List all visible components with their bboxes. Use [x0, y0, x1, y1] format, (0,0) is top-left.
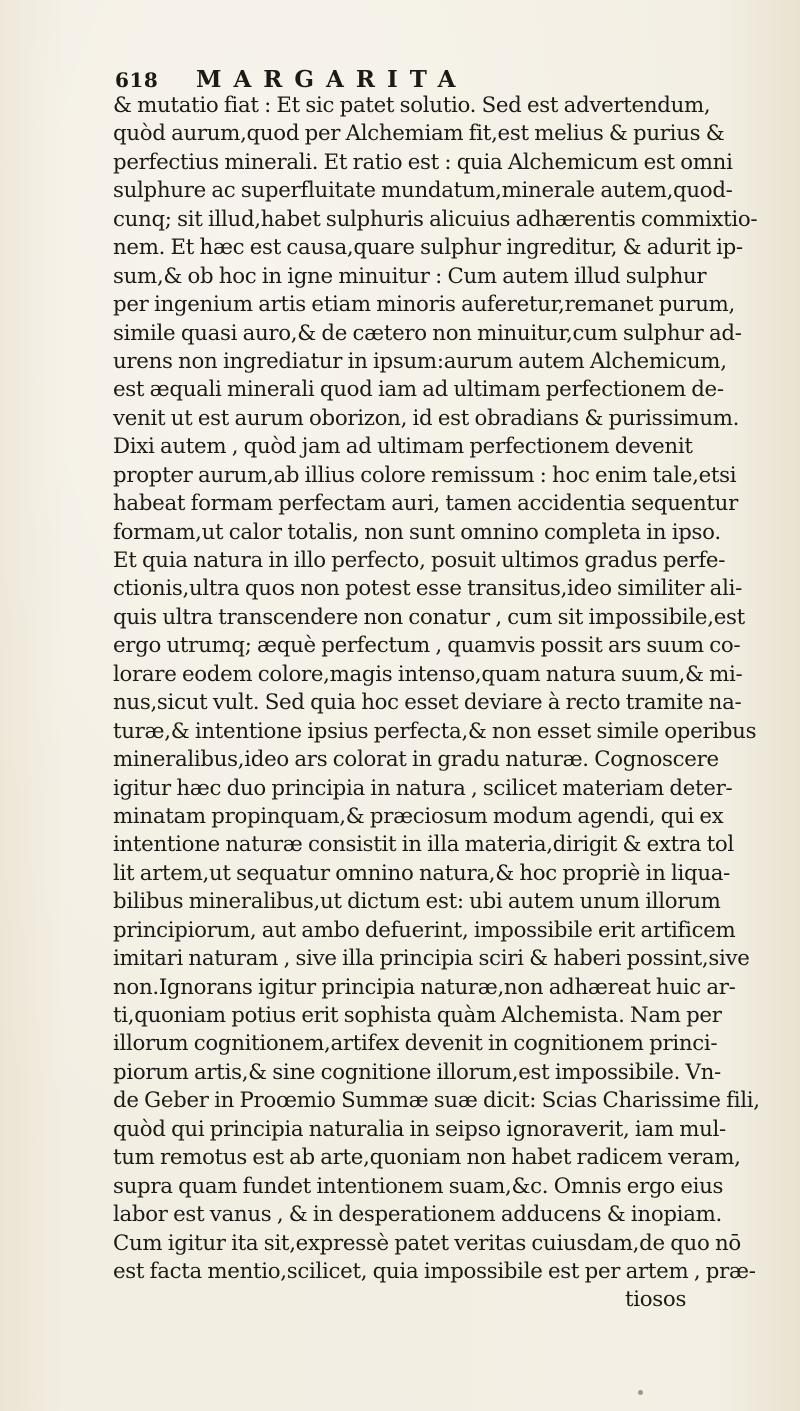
text-line: principiorum, aut ambo defuerint, impossibile erit artificem	[113, 917, 736, 943]
text-line: non.Ignorans igitur principia naturæ,non adhæreat huic ar-	[113, 974, 736, 1000]
text-line: Cum igitur ita sit,expressè patet veritas cuiusdam,de quo nō	[113, 1230, 741, 1256]
text-line: per ingenium artis etiam minoris auferetur,remanet purum,	[113, 292, 735, 318]
text-line: bilibus mineralibus,ut dictum est: ubi autem unum illorum	[113, 889, 721, 915]
page-number: 618	[115, 68, 159, 92]
page-header	[115, 68, 675, 94]
text-line: simile quasi auro,& de cætero non minuitur,cum sulphur ad-	[113, 320, 742, 346]
text-line: minatam propinquam,& præciosum modum agendi, qui ex	[113, 803, 724, 829]
text-line: sulphure ac superfluitate mundatum,minerale autem,quod-	[113, 178, 733, 204]
text-line: ti,quoniam potius erit sophista quàm Alchemista. Nam per	[113, 1003, 722, 1028]
text-line: lorare eodem colore,magis intenso,quam natura suum,& mi-	[113, 661, 743, 687]
text-line: igitur hæc duo principia in natura , scilicet materiam deter-	[113, 775, 733, 801]
text-line: intentione naturæ consistit in illa materia,dirigit & extra tol	[113, 832, 734, 858]
text-line: tum remotus est ab arte,quoniam non habet radicem veram,	[113, 1145, 741, 1171]
text-line: quis ultra transcendere non conatur , cum sit impossibile,est	[113, 604, 745, 630]
text-line: de Geber in Proœmio Summæ suæ dicit: Scias Charissime fili,	[113, 1088, 760, 1114]
text-line: sum,& ob hoc in igne minuitur : Cum autem illud sulphur	[113, 263, 707, 289]
text-line: lit artem,ut sequatur omnino natura,& hoc propriè in liqua-	[113, 860, 731, 886]
ink-speck	[638, 1390, 643, 1395]
text-line: urens non ingrediatur in ipsum:aurum autem Alchemicum,	[113, 348, 727, 374]
text-line: illorum cognitionem,artifex devenit in cognitionem princi-	[113, 1031, 718, 1057]
text-line: quòd qui principia naturalia in seipso ignoraverit, iam mul-	[113, 1116, 726, 1142]
text-line: imitari naturam , sive illa principia sciri & haberi possint,sive	[113, 946, 750, 972]
text-line: perfectius minerali. Et ratio est : quia Alchemicum est omni	[113, 149, 733, 175]
text-line: ergo utrumq; æquè perfectum , quamvis possit ars suum co-	[113, 633, 741, 659]
text-line: est æquali minerali quod iam ad ultimam perfectionem de-	[113, 377, 724, 403]
text-line: nem. Et hæc est causa,quare sulphur ingreditur, & adurit ip-	[113, 235, 743, 261]
text-line: venit ut est aurum oborizon, id est obradians & purissimum.	[113, 405, 740, 431]
text-line: Et quia natura in illo perfecto, posuit ultimos gradus perfe-	[113, 548, 726, 573]
text-line: Dixi autem , quòd jam ad ultimam perfectionem devenit	[113, 434, 693, 460]
text-line: formam,ut calor totalis, non sunt omnino completa in ipso.	[113, 519, 721, 545]
text-line: propter aurum,ab illius colore remissum : hoc enim tale,etsi	[113, 462, 737, 488]
text-line: nus,sicut vult. Sed quia hoc esset deviare à recto tramite na-	[113, 690, 742, 716]
running-title: MARGARITA	[196, 66, 468, 93]
text-line: piorum artis,& sine cognitione illorum,est impossibile. Vn-	[113, 1059, 721, 1085]
text-line: ctionis,ultra quos non potest esse transitus,ideo similiter ali-	[113, 576, 742, 602]
text-line: turæ,& intentione ipsius perfecta,& non esset simile operibus	[113, 718, 757, 744]
text-line: mineralibus,ideo ars colorat in gradu naturæ. Cognoscere	[113, 747, 719, 773]
text-line: habeat formam perfectam auri, tamen accidentia sequentur	[113, 491, 738, 517]
body-text	[113, 92, 783, 1315]
text-line: & mutatio fiat : Et sic patet solutio. Sed est advertendum,	[113, 93, 711, 118]
text-line: quòd aurum,quod per Alchemiam fit,est melius & purius &	[113, 121, 725, 147]
text-line: labor est vanus , & in desperationem adducens & inopiam.	[113, 1202, 722, 1228]
text-line: est facta mentio,scilicet, quia impossibile est per artem , præ-	[113, 1258, 756, 1284]
text-line: supra quam fundet intentionem suam,&c. Omnis ergo eius	[113, 1173, 724, 1199]
text-line: cunq; sit illud,habet sulphuris alicuius adhærentis commixtio-	[113, 206, 758, 232]
catchword: tiosos	[625, 1287, 687, 1313]
